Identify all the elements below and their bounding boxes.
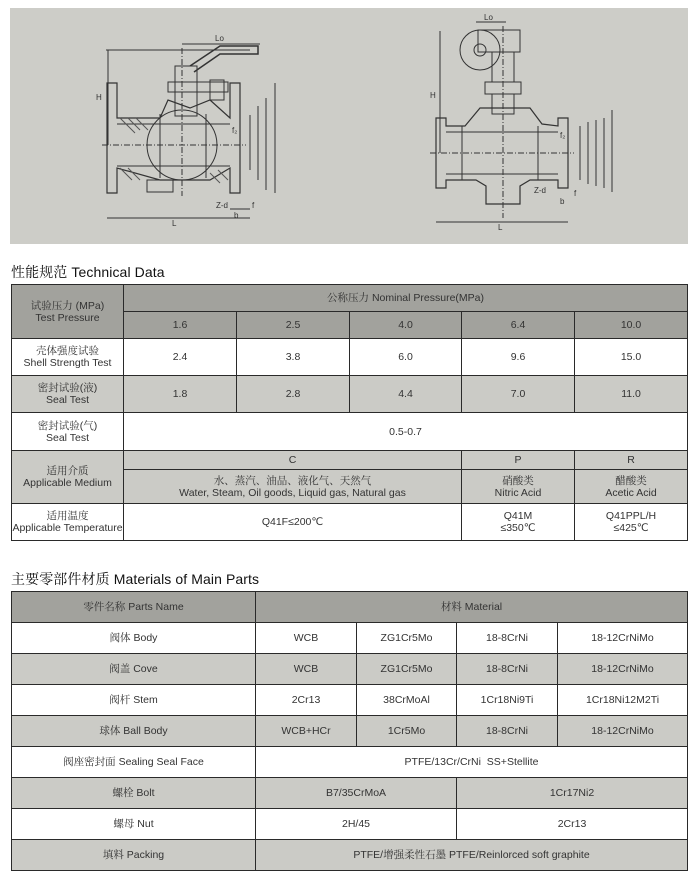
temperature-p: Q41M ≤350℃ [462,504,575,541]
medium-code-r: R [575,451,688,470]
shell-strength-label: 壳体强度试验 Shell Strength Test [12,339,124,376]
part-name: 阀杆 Stem [12,685,256,716]
cell: PTFE/13Cr/CrNi SS+Stellite [256,747,688,778]
cell: 2.8 [237,376,350,413]
cell: 18-12CrNiMo [558,654,688,685]
table-row [12,809,688,840]
table-row [12,716,688,747]
label-f2-right: f₂ [560,131,566,140]
label-b-right: b [560,197,565,206]
table-row [12,685,688,716]
cell: 38CrMoAl [357,685,457,716]
part-name: 螺栓 Bolt [12,778,256,809]
cell: WCB [256,654,357,685]
cell: 15.0 [575,339,688,376]
label-Zd-right: Z-d [534,186,546,195]
part-name: 螺母 Nut [12,809,256,840]
pressure-3: 4.0 [350,312,462,339]
label-f-right: f [574,189,577,198]
cell: 2H/45 [256,809,457,840]
medium-code-c: C [124,451,462,470]
valve-drawings-panel [10,8,688,244]
label-H-right: H [430,91,436,100]
table-row [12,778,688,809]
lever-valve-drawing [96,34,275,228]
technical-data-title: 性能规范 Technical Data [11,264,165,280]
valve-drawings-svg [10,8,688,244]
label-H: H [96,93,102,102]
cell: 3.8 [237,339,350,376]
table-row [12,623,688,654]
materials-title: 主要零部件材质 Materials of Main Parts [11,571,260,587]
cell: WCB [256,623,357,654]
temperature-label: 适用温度 Applicable Temperature [12,504,124,541]
label-Lo: Lo [215,34,224,43]
seal-liquid-row [12,376,688,413]
cell: 1.8 [124,376,237,413]
cell: 18-12CrNiMo [558,623,688,654]
cell: 1Cr18Ni12M2Ti [558,685,688,716]
materials-table [11,591,688,871]
material-header: 材料 Material [256,592,688,623]
cell: WCB+HCr [256,716,357,747]
seal-gas-row [12,413,688,451]
cell: 11.0 [575,376,688,413]
cell: 2Cr13 [256,685,357,716]
cell: 6.0 [350,339,462,376]
parts-name-header: 零件名称 Parts Name [12,592,256,623]
medium-label: 适用介质 Applicable Medium [12,451,124,504]
label-b: b [234,211,239,220]
seal-gas-value: 0.5-0.7 [124,413,688,451]
table-row [12,840,688,871]
cell: 18-8CrNi [457,716,558,747]
temperature-row [12,504,688,541]
test-pressure-header: 试验压力 (MPa) Test Pressure [12,285,124,339]
medium-code-row [12,451,688,470]
seal-liquid-label: 密封试验(液) Seal Test [12,376,124,413]
technical-data-table [11,284,688,541]
pressure-2: 2.5 [237,312,350,339]
pressure-4: 6.4 [462,312,575,339]
cell: 1Cr17Ni2 [457,778,688,809]
temperature-r: Q41PPL/H ≤425℃ [575,504,688,541]
shell-strength-row [12,339,688,376]
table-row [12,654,688,685]
cell: B7/35CrMoA [256,778,457,809]
cell: 1Cr18Ni9Ti [457,685,558,716]
temperature-c: Q41F≤200℃ [124,504,462,541]
medium-desc-p: 硝酸类 Nitric Acid [462,470,575,504]
label-Zd: Z-d [216,201,228,210]
cell: 1Cr5Mo [357,716,457,747]
cell: 9.6 [462,339,575,376]
part-name: 阀盖 Cove [12,654,256,685]
label-f: f [252,201,255,210]
cell: 18-8CrNi [457,623,558,654]
label-f2: f₂ [232,126,238,135]
medium-desc-c: 水、蒸汽、油品、液化气、天然气 Water, Steam, Oil goods, Liquid gas, Natural gas [124,470,462,504]
cell: ZG1Cr5Mo [357,654,457,685]
medium-desc-r: 醋酸类 Acetic Acid [575,470,688,504]
pressure-1: 1.6 [124,312,237,339]
label-L: L [172,219,177,228]
label-Lo-right: Lo [484,13,493,22]
cell: ZG1Cr5Mo [357,623,457,654]
cell: 4.4 [350,376,462,413]
label-L-right: L [498,223,503,232]
cell: 18-8CrNi [457,654,558,685]
cell: 18-12CrNiMo [558,716,688,747]
cell: 2.4 [124,339,237,376]
table-row [12,747,688,778]
nominal-pressure-header: 公称压力 Nominal Pressure(MPa) [124,285,688,312]
part-name: 填料 Packing [12,840,256,871]
cell: PTFE/增强柔性石墨 PTFE/Reinlorced soft graphite [256,840,688,871]
pressure-5: 10.0 [575,312,688,339]
medium-code-p: P [462,451,575,470]
cell: 7.0 [462,376,575,413]
seal-gas-label: 密封试验(气) Seal Test [12,413,124,451]
part-name: 球体 Ball Body [12,716,256,747]
part-name: 阀座密封面 Sealing Seal Face [12,747,256,778]
gear-valve-drawing [430,13,612,232]
part-name: 阀体 Body [12,623,256,654]
cell: 2Cr13 [457,809,688,840]
